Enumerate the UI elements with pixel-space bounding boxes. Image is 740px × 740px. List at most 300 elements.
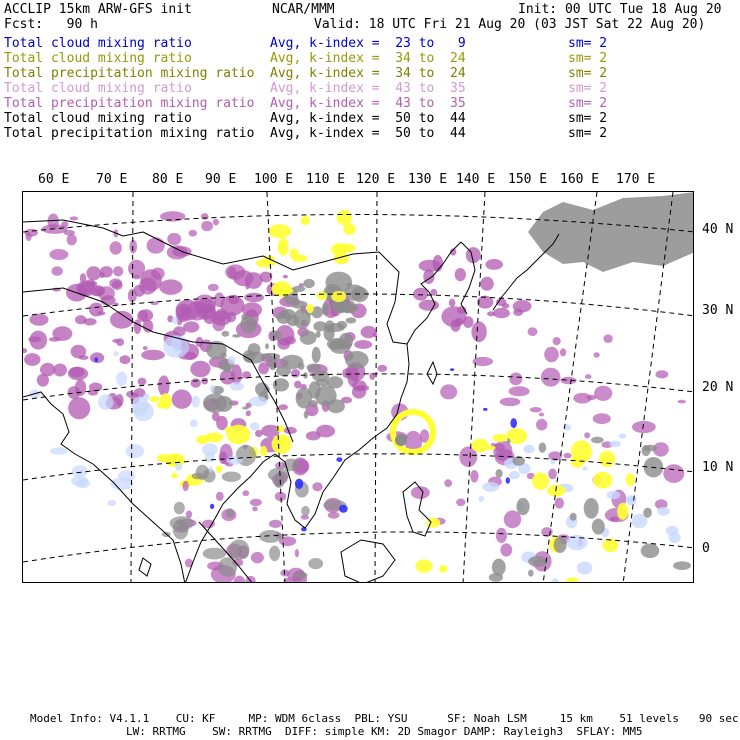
cloud-patch-high — [273, 378, 289, 391]
cloud-patch-mid — [279, 438, 287, 446]
precip-patch — [544, 347, 559, 362]
precip-patch — [500, 543, 512, 556]
cloud-patch-low — [227, 456, 243, 465]
cloud-patch-high — [346, 317, 357, 323]
precip-patch — [269, 520, 282, 528]
precip-patch — [52, 266, 63, 276]
coastline-asia — [23, 392, 185, 583]
legend-field-name: Total cloud mixing ratio — [4, 81, 192, 96]
precip-patch — [444, 479, 452, 487]
cloud-patch-lowest — [506, 477, 510, 483]
precip-patch — [536, 419, 547, 431]
precip-patch — [250, 499, 262, 506]
cloud-patch-high — [281, 309, 296, 319]
cloud-patch-high — [313, 321, 327, 331]
cloud-patch-low — [523, 445, 534, 454]
cloud-patch-high — [673, 561, 691, 570]
cloud-patch-high — [296, 387, 312, 408]
precip-patch — [277, 338, 290, 350]
map-canvas — [23, 192, 694, 583]
cloud-patch-high — [203, 394, 227, 413]
cloud-patch-low — [210, 385, 215, 393]
cloud-patch-low — [126, 444, 144, 458]
cloud-patch-lowest — [450, 368, 454, 371]
precip-patch — [295, 549, 299, 557]
precip-patch — [172, 390, 192, 409]
cloud-patch-mid — [415, 559, 432, 572]
cloud-patch-low — [230, 382, 244, 391]
cloud-patch-high — [312, 370, 329, 381]
cloud-patch-low — [175, 462, 182, 470]
cloud-patch-high — [268, 356, 277, 370]
precip-patch — [555, 498, 564, 509]
precip-patch — [354, 340, 372, 349]
precip-patch — [143, 346, 148, 350]
precip-patch — [183, 321, 199, 332]
precip-patch — [593, 413, 611, 424]
cloud-patch-mid — [337, 210, 353, 225]
precip-patch — [137, 310, 148, 322]
cloud-patch-mid — [471, 439, 489, 453]
precip-patch — [151, 268, 165, 280]
cloud-patch-high — [591, 437, 604, 444]
precip-patch — [110, 241, 122, 254]
precip-patch — [356, 385, 369, 391]
precip-patch — [594, 386, 612, 401]
cloud-patch-low — [669, 532, 681, 543]
precip-patch — [189, 230, 197, 237]
precip-patch — [509, 386, 530, 396]
cloud-patch-high — [496, 469, 503, 478]
cloud-patch-high — [641, 544, 660, 559]
precip-patch — [186, 301, 207, 320]
meridian-line — [375, 192, 377, 583]
cloud-patch-mid — [196, 435, 209, 444]
cloud-patch-mid — [532, 473, 549, 490]
precip-patch — [116, 394, 124, 407]
precip-patch — [485, 259, 503, 270]
precip-patch — [278, 404, 288, 410]
cloud-patch-high — [507, 438, 511, 443]
cloud-patch-low — [550, 578, 561, 583]
precip-patch — [219, 452, 228, 464]
precip-patch — [440, 384, 457, 399]
precip-patch — [25, 229, 38, 237]
longitude-label: 110 E — [306, 172, 346, 187]
precip-patch — [258, 362, 269, 374]
cloud-patch-high — [226, 508, 235, 517]
precip-patch — [141, 350, 165, 361]
precip-patch — [30, 314, 49, 326]
precip-patch — [361, 326, 377, 338]
cloud-patch-low — [113, 351, 119, 356]
precip-patch — [585, 374, 592, 379]
precip-patch — [40, 363, 55, 376]
precip-patch — [470, 470, 478, 483]
cloud-patch-mid — [225, 426, 231, 433]
latitude-label: 10 N — [702, 460, 734, 475]
cloud-patch-high — [300, 331, 317, 345]
cloud-patch-high — [222, 472, 241, 482]
legend-field-smoothing: sm= 2 — [568, 96, 608, 111]
precip-patch — [100, 266, 113, 277]
precip-patch — [573, 393, 591, 404]
cloud-patch-mid — [278, 238, 289, 256]
precip-patch — [502, 303, 510, 308]
precip-patch — [49, 337, 61, 342]
cloud-patch-mid — [268, 224, 291, 238]
cloud-patch-high — [643, 445, 657, 452]
cloud-patch-high — [292, 286, 305, 292]
precip-patch — [64, 230, 75, 236]
cloud-patch-lowest — [510, 418, 517, 428]
precip-patch — [449, 299, 456, 307]
cloud-patch-low — [607, 491, 621, 500]
cloud-patch-high — [643, 508, 652, 518]
cloud-patch-high — [327, 323, 345, 332]
latitude-label: 20 N — [702, 380, 734, 395]
precip-patch — [71, 345, 87, 359]
cloud-patch-high — [303, 279, 314, 288]
cloud-patch-mid — [272, 281, 292, 297]
precip-patch — [242, 490, 249, 496]
precip-patch — [159, 279, 182, 294]
cloud-patch-lowest — [339, 505, 348, 513]
coastline-borneo — [341, 540, 395, 583]
precip-patch — [251, 552, 264, 563]
precip-patch — [496, 528, 507, 543]
organization-label: NCAR/MMM — [272, 2, 335, 17]
precip-patch — [312, 482, 322, 491]
cloud-patch-high — [341, 304, 358, 314]
cloud-patch-high — [528, 556, 547, 567]
cloud-patch-lowest — [94, 357, 98, 362]
cloud-patch-high — [241, 314, 246, 320]
cloud-patch-mid — [164, 453, 185, 467]
precip-patch — [252, 506, 258, 511]
precip-patch — [201, 221, 213, 231]
longitude-label: 150 E — [508, 172, 548, 187]
cloud-patch-high — [584, 498, 599, 519]
precip-patch — [85, 279, 95, 287]
cloud-patch-high — [196, 465, 209, 480]
cloud-patch-low — [143, 394, 149, 401]
cloud-patch-high — [554, 537, 567, 553]
precip-patch — [377, 365, 387, 372]
cloud-patch-low — [108, 500, 117, 506]
precip-patch — [212, 412, 220, 421]
cloud-patch-mid — [331, 291, 346, 302]
cloud-patch-high — [259, 530, 282, 543]
precip-patch — [593, 352, 599, 357]
precip-patch — [112, 280, 123, 290]
precip-patch — [53, 364, 67, 377]
cloud-patch-low — [190, 419, 198, 427]
cloud-patch-high — [539, 443, 547, 453]
cloud-patch-high — [218, 557, 237, 576]
cloud-patch-high — [304, 411, 309, 419]
precip-patch — [471, 321, 486, 342]
precip-patch — [86, 266, 101, 280]
precip-patch — [284, 427, 297, 434]
cloud-patch-mid — [260, 446, 267, 457]
precip-patch — [190, 361, 210, 378]
precip-patch — [328, 512, 340, 519]
cloud-patch-high — [269, 546, 280, 562]
cloud-patch-high — [327, 338, 345, 350]
cloud-patch-low — [98, 394, 114, 410]
precip-patch — [160, 211, 185, 221]
cloud-patch-high — [570, 513, 577, 521]
precip-patch — [201, 213, 209, 220]
precip-patch — [655, 370, 668, 378]
precip-patch — [455, 268, 466, 281]
cloud-patch-low — [479, 496, 485, 502]
cloud-patch-low — [172, 317, 179, 325]
precip-patch — [245, 272, 263, 289]
precip-patch — [528, 327, 538, 336]
cloud-patch-low — [192, 395, 200, 407]
cloud-patch-high — [242, 406, 249, 409]
precip-patch — [306, 431, 321, 440]
cloud-patch-low — [509, 471, 520, 479]
cloud-patch-mid — [317, 292, 328, 301]
cloud-patch-low — [75, 478, 90, 488]
precip-patch — [246, 410, 251, 416]
latitude-label: 0 — [702, 541, 710, 556]
precip-patch — [480, 277, 494, 291]
cloud-patch-high — [276, 366, 291, 376]
cloud-patch-low — [249, 397, 268, 407]
precip-patch — [294, 381, 301, 389]
precip-patch — [113, 266, 123, 276]
latitude-label: 40 N — [702, 222, 734, 237]
precip-patch — [291, 369, 300, 378]
cloud-patch-low — [250, 422, 260, 430]
legend-field-smoothing: sm= 2 — [568, 126, 608, 141]
precip-patch — [214, 292, 224, 307]
precip-patch — [678, 400, 687, 404]
precip-patch — [632, 421, 656, 433]
legend-field-name: Total cloud mixing ratio — [4, 51, 192, 66]
legend-field-levels: Avg, k-index = 50 to 44 — [270, 111, 466, 126]
cloud-patch-lowest — [210, 504, 214, 509]
cloud-patch-high — [528, 570, 533, 577]
cloud-patch-low — [228, 356, 236, 364]
precip-patch — [97, 311, 105, 315]
legend-field-name: Total precipitation mixing ratio — [4, 126, 255, 141]
longitude-label: 60 E — [38, 172, 70, 187]
cloud-patch-mid — [599, 451, 615, 467]
cloud-patch-high — [268, 468, 289, 482]
cloud-patch-high — [174, 502, 185, 515]
cloud-patch-low — [118, 470, 135, 481]
precip-patch — [23, 348, 27, 353]
cloud-patch-mid — [493, 434, 507, 443]
coastline-taiwan — [427, 362, 437, 384]
legend-field-smoothing: sm= 2 — [568, 66, 608, 81]
precip-patch — [283, 275, 288, 279]
legend-field-levels: Avg, k-index = 50 to 44 — [270, 126, 466, 141]
cloud-patch-high — [222, 331, 230, 337]
precip-patch — [548, 469, 557, 480]
cloud-patch-high — [592, 519, 605, 535]
cloud-patch-high — [345, 351, 369, 369]
longitude-label: 80 E — [152, 172, 184, 187]
precip-patch — [138, 378, 147, 386]
cloud-patch-low — [582, 467, 587, 471]
precip-patch — [560, 348, 566, 356]
precip-patch — [553, 337, 561, 345]
cloud-patch-lowest — [483, 408, 488, 411]
cloud-patch-high — [203, 548, 226, 560]
precip-patch — [167, 233, 181, 245]
cloud-patch-high — [307, 364, 322, 372]
longitude-label: 130 E — [408, 172, 448, 187]
precip-patch — [541, 368, 561, 387]
legend-field-name: Total cloud mixing ratio — [4, 36, 192, 51]
cloud-patch-mid — [567, 577, 579, 583]
cloud-patch-mid — [289, 249, 298, 259]
longitude-label: 100 E — [254, 172, 294, 187]
cloud-patch-low — [626, 497, 637, 505]
cloud-patch-low — [116, 372, 127, 387]
cloud-patch-high — [322, 303, 329, 316]
longitude-label: 90 E — [205, 172, 237, 187]
cloud-patch-high — [173, 519, 189, 539]
cloud-patch-high — [293, 572, 308, 579]
cloud-patch-mid — [439, 565, 447, 573]
precip-patch — [67, 234, 77, 245]
model-info-line1: Model Info: V4.1.1 CU: KF MP: WDM 6class PBL: YSU SF: Noah LSM 15 km 51 levels 90 sec — [30, 712, 739, 725]
precip-patch — [75, 315, 86, 324]
cloud-patch-mid — [216, 465, 223, 473]
precip-patch — [139, 278, 157, 295]
cloud-patch-mid — [150, 396, 160, 402]
cloud-patch-low — [72, 465, 88, 477]
precip-patch — [216, 492, 224, 501]
precip-patch — [70, 216, 79, 220]
precip-patch — [61, 221, 68, 228]
cloud-patch-mid — [626, 473, 635, 486]
model-title: ACCLIP 15km ARW-GFS init — [4, 2, 192, 17]
precip-patch — [419, 300, 439, 311]
cloud-patch-low — [50, 447, 68, 455]
precip-patch — [112, 339, 119, 343]
precip-patch — [433, 255, 443, 272]
cloud-patch-high — [232, 334, 241, 338]
cloud-patch-lowest — [336, 457, 342, 462]
precip-patch — [456, 499, 465, 507]
precip-patch — [255, 430, 263, 437]
precip-patch — [663, 464, 684, 483]
cloud-patch-low — [657, 507, 670, 516]
valid-time: Valid: 18 UTC Fri 21 Aug 20 (03 JST Sat 22 Aug 20) — [314, 17, 706, 32]
precip-patch — [134, 319, 142, 334]
precip-patch — [80, 273, 86, 283]
precip-patch — [213, 219, 219, 226]
forecast-hour: Fcst: 90 h — [4, 17, 98, 32]
legend-field-name: Total precipitation mixing ratio — [4, 66, 255, 81]
precip-patch — [183, 481, 189, 491]
precip-patch — [603, 334, 612, 343]
precip-patch — [513, 309, 523, 316]
legend-field-levels: Avg, k-index = 23 to 9 — [270, 36, 466, 51]
legend-field-name: Total cloud mixing ratio — [4, 111, 192, 126]
legend-field-smoothing: sm= 2 — [568, 81, 608, 96]
cloud-patch-mid — [171, 473, 177, 479]
precip-patch — [191, 378, 201, 387]
cloud-mass — [528, 192, 694, 272]
cloud-patch-low — [609, 441, 621, 447]
cloud-patch-mid — [593, 472, 612, 489]
cloud-patch-low — [482, 482, 499, 492]
cloud-patch-low — [619, 434, 627, 439]
precip-patch — [208, 284, 219, 291]
precip-patch — [147, 237, 165, 253]
cloud-patch-mid — [307, 304, 314, 314]
precip-patch — [225, 264, 245, 279]
precip-patch — [49, 249, 68, 260]
latitude-label: 30 N — [702, 303, 734, 318]
cloud-patch-high — [265, 343, 269, 349]
legend-field-name: Total precipitation mixing ratio — [4, 96, 255, 111]
precip-patch — [68, 397, 90, 419]
precip-patch — [28, 336, 41, 342]
precip-patch — [539, 413, 544, 417]
cloud-patch-low — [577, 562, 593, 575]
parallel-line — [23, 532, 694, 562]
cloud-patch-mid — [617, 503, 628, 520]
precip-patch — [158, 375, 170, 396]
precip-patch — [261, 425, 280, 437]
precip-patch — [493, 308, 510, 318]
cloud-patch-mid — [331, 243, 348, 256]
init-time: Init: 00 UTC Tue 18 Aug 20 — [518, 2, 722, 17]
cloud-patch-high — [229, 540, 250, 560]
legend-field-levels: Avg, k-index = 34 to 24 — [270, 66, 466, 81]
precip-patch — [98, 286, 115, 300]
precip-patch — [68, 367, 88, 380]
cloud-patch-low — [567, 535, 588, 550]
precip-patch — [487, 311, 495, 316]
longitude-label: 70 E — [96, 172, 128, 187]
cloud-patch-low — [551, 459, 555, 465]
precip-patch — [128, 260, 145, 277]
legend-field-levels: Avg, k-index = 43 to 35 — [270, 81, 466, 96]
longitude-label: 170 E — [616, 172, 656, 187]
precip-patch — [441, 306, 466, 327]
cloud-patch-high — [516, 498, 529, 515]
model-info-line2: LW: RRTMG SW: RRTMG DIFF: simple KM: 2D Smagor DAMP: Rayleigh3 SFLAY: MM5 — [126, 725, 643, 738]
precip-patch — [509, 373, 522, 386]
cloud-patch-low — [209, 466, 213, 472]
precip-patch — [609, 517, 619, 522]
precip-patch — [500, 398, 521, 407]
cloud-patch-high — [308, 558, 323, 569]
legend-field-smoothing: sm= 2 — [568, 51, 608, 66]
precip-patch — [24, 353, 40, 366]
longitude-label: 140 E — [456, 172, 496, 187]
precip-patch — [120, 355, 131, 364]
longitude-label: 120 E — [356, 172, 396, 187]
typhoon-core — [395, 434, 407, 446]
precip-patch — [563, 453, 571, 459]
legend-field-levels: Avg, k-index = 34 to 24 — [270, 51, 466, 66]
cloud-patch-high — [271, 330, 282, 339]
legend-field-smoothing: sm= 2 — [568, 36, 608, 51]
cloud-patch-lowest — [295, 479, 303, 489]
